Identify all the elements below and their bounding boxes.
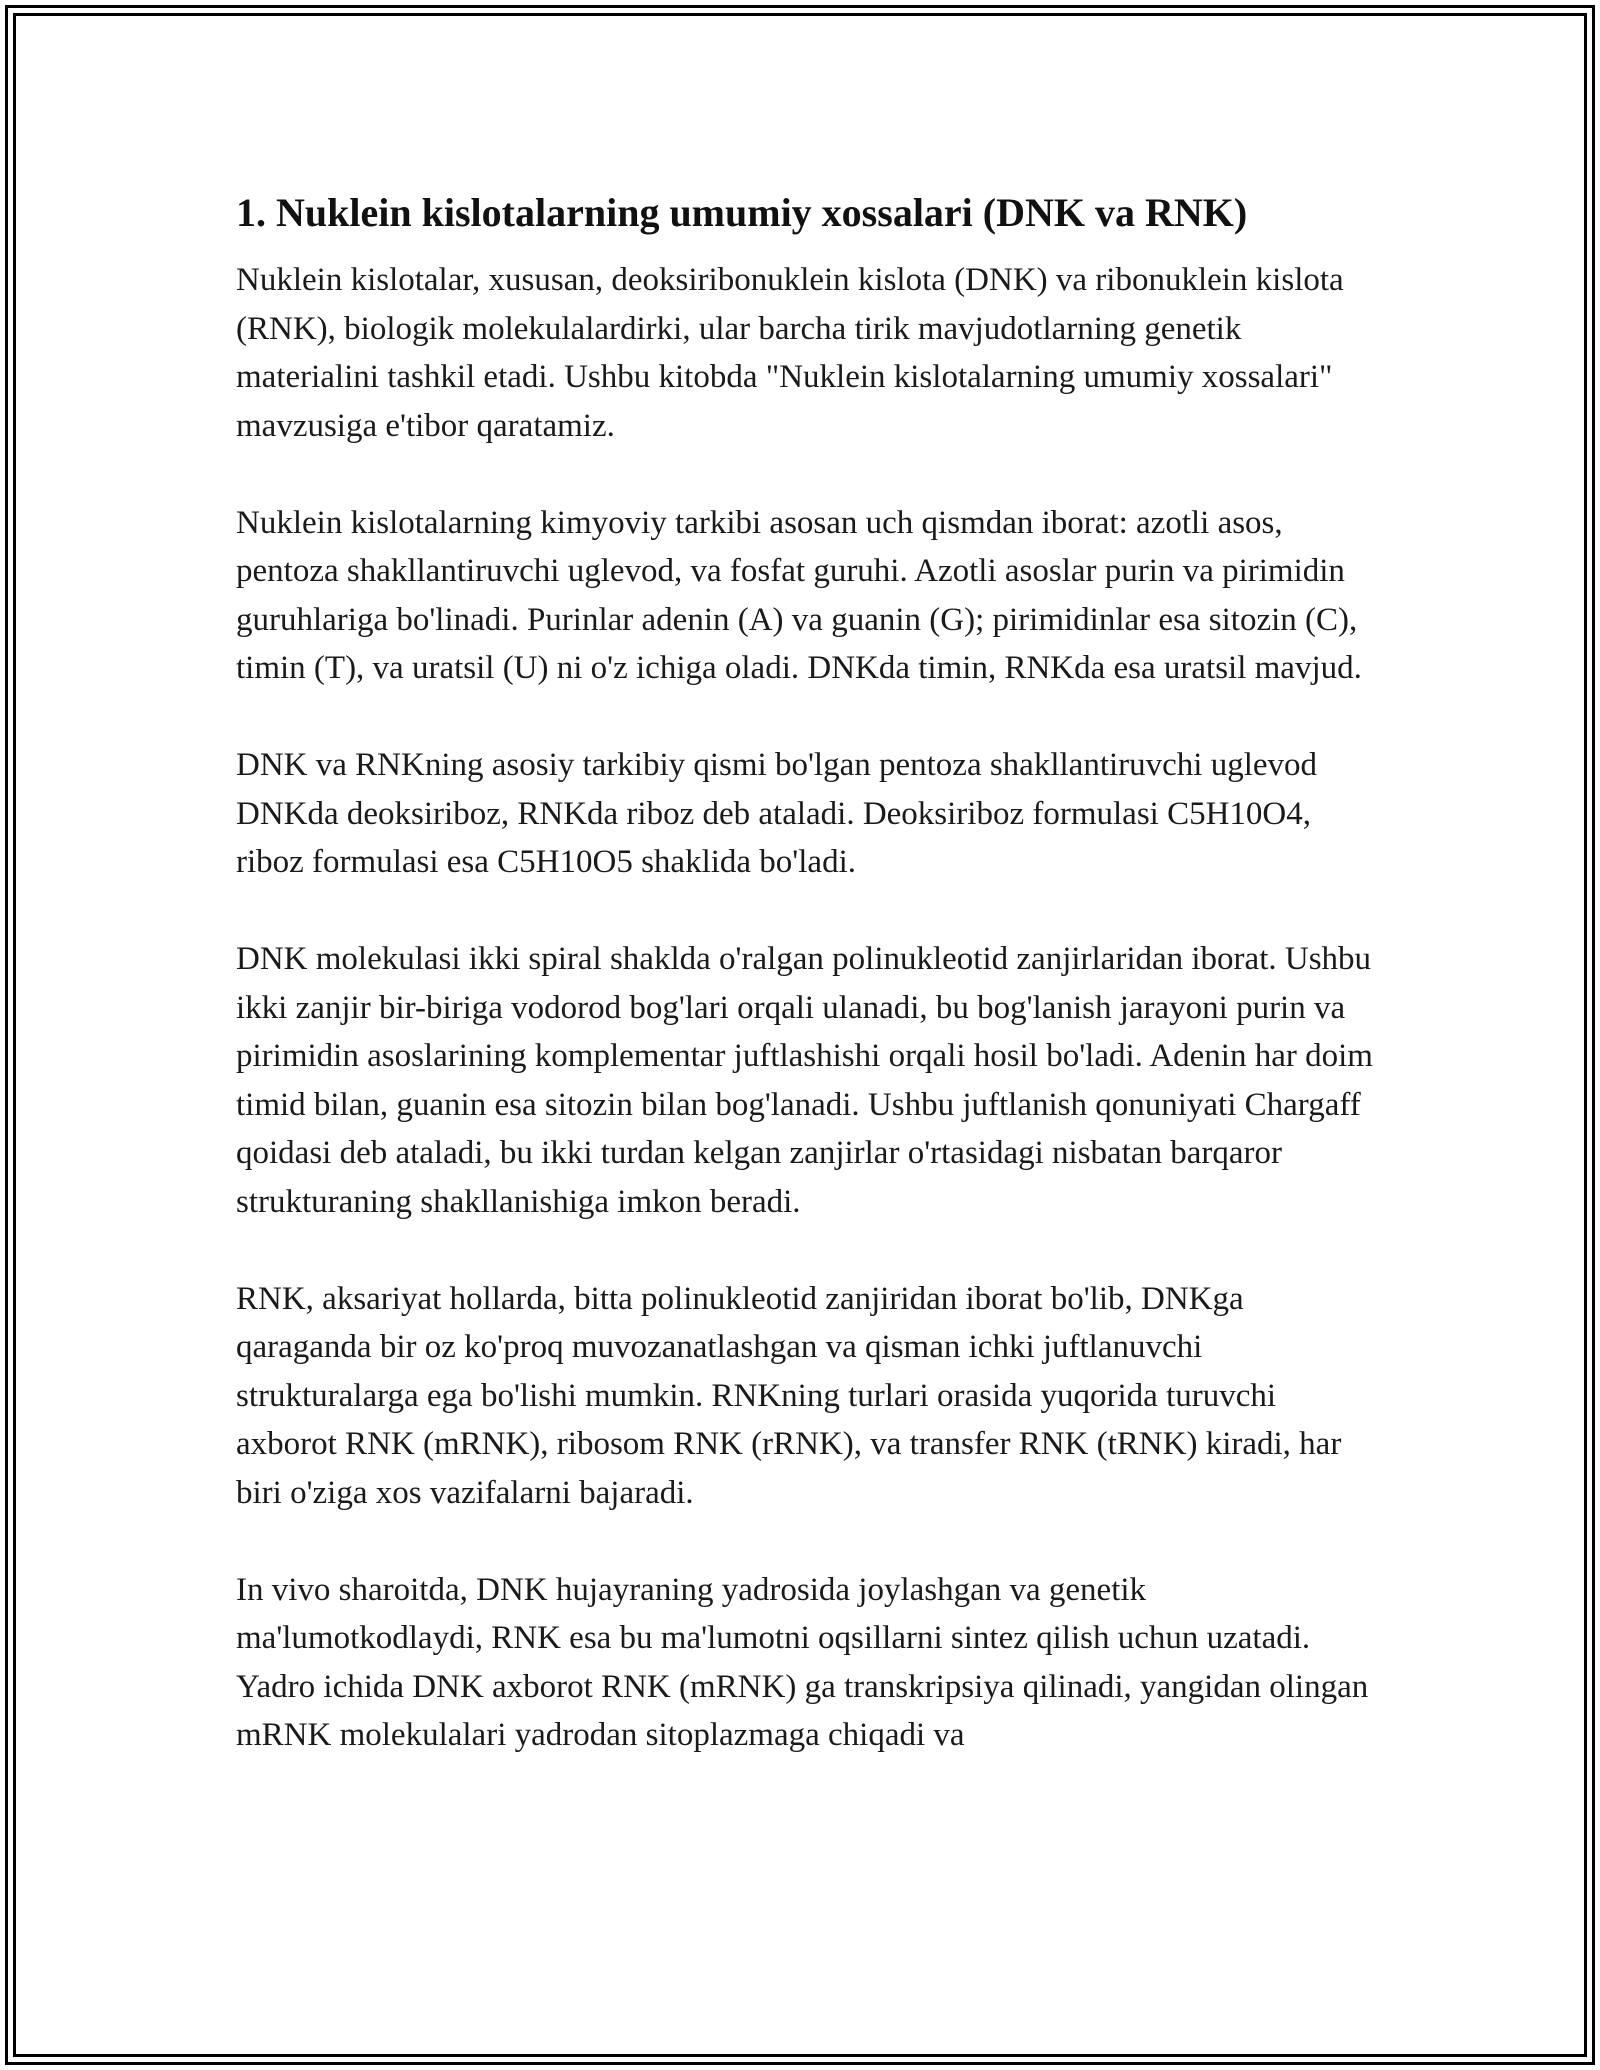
paragraph-rna-structure: RNK, aksariyat hollarda, bitta polinukleotid zanjiridan iborat bo'lib, DNKga qaraganda bir oz ko'proq muvozanatlashgan va qisman ichki juftlanuvchi strukturalarga ega bo'lishi mumkin. RNKning turlari orasida yuqorida turuvchi axborot RNK (mRNK), ribosom RNK (rRNK), va transfer RNK (tRNK) kiradi, har biri o'ziga xos vazifalarni bajaradi. bbox=[236, 1280, 1342, 1511]
paragraph-dna-structure: DNK molekulasi ikki spiral shaklda o'ralgan polinukleotid zanjirlaridan iborat. Ushbu ikki zanjir bir-biriga vodorod bog'lari orqali ulanadi, bu bog'lanish jarayoni purin va pirimidin asoslarining komplementar juftlashishi orqali hosil bo'ladi. Adenin har doim timid bilan, guanin esa sitozin bilan bog'lanadi. Ushbu juftlanish qonuniyati Chargaff qoidasi deb ataladi, bu ikki turdan kelgan zanjirlar o'rtasidagi nisbatan barqaror strukturaning shakllanishiga imkon beradi. bbox=[236, 941, 1373, 1220]
paragraph-pentose-sugar: DNK va RNKning asosiy tarkibiy qismi bo'lgan pentoza shakllantiruvchi uglevod DNKda deoksiriboz, RNKda riboz deb ataladi. Deoksiriboz formulasi C5H10O4, riboz formulasi esa C5H10O5 shaklida bo'ladi. bbox=[236, 747, 1318, 880]
paragraph-in-vivo: In vivo sharoitda, DNK hujayraning yadrosida joylashgan va genetik ma'lumotkodlaydi, RNK esa bu ma'lumotni oqsillarni sintez qilish uchun uzatadi. Yadro ichida DNK axborot RNK (mRNK) ga transkripsiya qilinadi, yangidan olingan mRNK molekulalari yadrodan sitoplazmaga chiqadi va bbox=[236, 1571, 1369, 1753]
paragraph-chemical-composition: Nuklein kislotalarning kimyoviy tarkibi asosan uch qismdan iborat: azotli asos, pentoza shakllantiruvchi uglevod, va fosfat guruhi. Azotli asoslar purin va pirimidin guruhlariga bo'linadi. Purinlar adenin (A) va guanin (G); pirimidinlar esa sitozin (C), timin (T), va uratsil (U) ni o'z ichiga oladi. DNKda timin, RNKda esa uratsil mavjud. bbox=[236, 504, 1362, 686]
section-title: 1. Nuklein kislotalarning umumiy xossalari (DNK va RNK) bbox=[236, 190, 1248, 235]
document-body bbox=[236, 186, 1376, 1760]
paragraph-intro: Nuklein kislotalar, xususan, deoksiribonuklein kislota (DNK) va ribonuklein kislota (RNK), biologik molekulalardirki, ular barcha tirik mavjudotlarning genetik materialini tashkil etadi. Ushbu kitobda "Nuklein kislotalarning umumiy xossalari" mavzusiga e'tibor qaratamiz. bbox=[236, 262, 1344, 444]
